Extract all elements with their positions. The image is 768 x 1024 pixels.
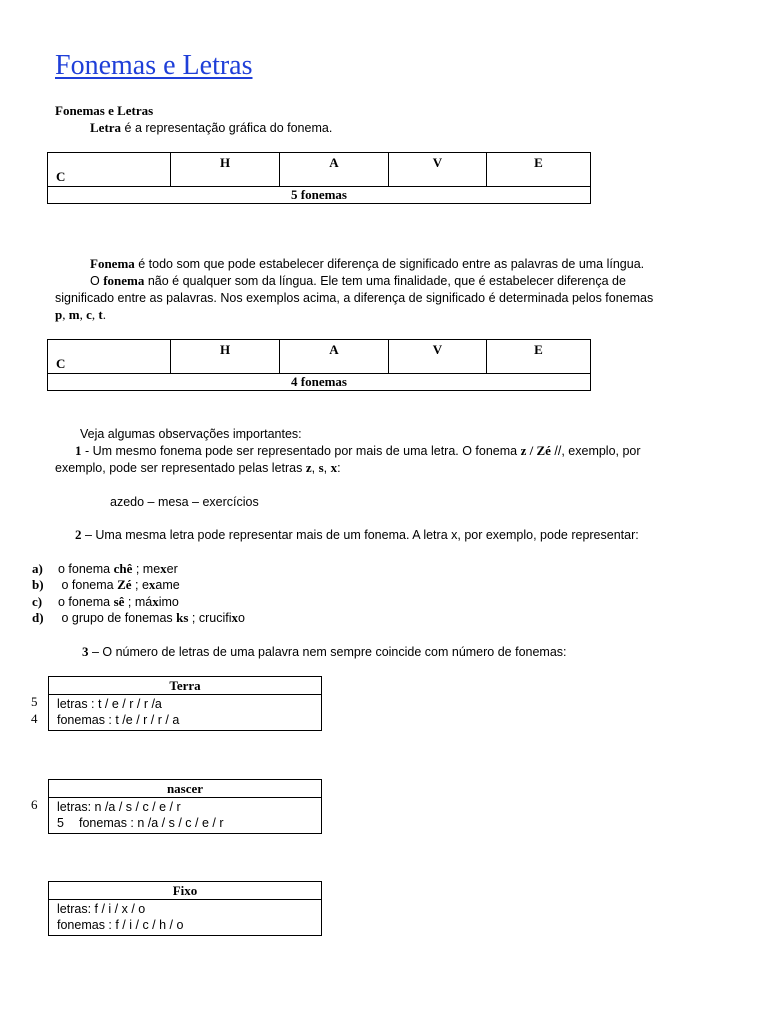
letters-table-1 <box>47 152 591 204</box>
cell-letter: A <box>280 340 389 374</box>
list-item: b) o fonema Zé ; exame <box>32 577 180 592</box>
word-table-terra <box>48 676 322 731</box>
term-letra: Letra <box>90 120 122 135</box>
word-table-nascer <box>48 779 322 834</box>
para2-line3: p, m, c, t. <box>55 307 106 322</box>
para2-line2: significado entre as palavras. Nos exemplos acima, a diferença de significado é determinada pelos fonemas <box>55 291 654 305</box>
cell-letter: H <box>171 153 280 187</box>
list-item: d) o grupo de fonemas ks ; crucifixo <box>32 610 245 625</box>
intro-line: Letra é a representação gráfica do fonema. <box>90 120 333 135</box>
obs1-line2: exemplo, pode ser representado pelas letras z, s, x: <box>55 460 341 475</box>
word-heading: Fixo <box>49 882 322 900</box>
cell-letter: C <box>48 153 171 187</box>
cell-letter: E <box>487 153 591 187</box>
obs2-text: 2 – Uma mesma letra pode representar mais de um fonema. A letra x, por exemplo, pode representar: <box>75 527 639 542</box>
letters-table-2 <box>47 339 591 391</box>
list-item: a) o fonema chê ; mexer <box>32 561 178 576</box>
word-rows: letras: f / i / x / o fonemas : f / i / c / h / o <box>49 900 322 936</box>
cell-letter: H <box>171 340 280 374</box>
cell-letter: E <box>487 340 591 374</box>
page-title: Fonemas e Letras <box>55 50 253 81</box>
cell-letter: V <box>389 153 487 187</box>
obs1-example: azedo – mesa – exercícios <box>110 495 259 509</box>
word-heading: nascer <box>49 780 322 798</box>
list-item: c) o fonema sê ; máximo <box>32 594 179 609</box>
section-heading: Fonemas e Letras <box>55 103 154 118</box>
count-label: 6 <box>31 797 38 812</box>
para2-line1: O fonema não é qualquer som da língua. Ele tem uma finalidade, que é estabelecer diferença de <box>90 273 626 288</box>
word-table-fixo <box>48 881 322 936</box>
obs3-text: 3 – O número de letras de uma palavra nem sempre coincide com número de fonemas: <box>82 644 567 659</box>
cell-letter: A <box>280 153 389 187</box>
cell-letter: C <box>48 340 171 374</box>
count-label: 5 <box>31 694 38 709</box>
table-footer: 5 fonemas <box>48 187 591 204</box>
table-footer: 4 fonemas <box>48 374 591 391</box>
word-heading: Terra <box>49 677 322 695</box>
obs1-line1: 1 - Um mesmo fonema pode ser representado por mais de uma letra. O fonema z / Zé //, exemplo, por <box>75 443 641 458</box>
word-rows: letras : t / e / r / r /a fonemas : t /e / r / r / a <box>49 695 322 731</box>
cell-letter: V <box>389 340 487 374</box>
observations-intro: Veja algumas observações importantes: <box>80 427 302 441</box>
count-label: 4 <box>31 711 38 726</box>
fonema-definition: Fonema é todo som que pode estabelecer diferença de significado entre as palavras de uma língua. <box>90 256 645 271</box>
word-rows: letras: n /a / s / c / e / r 5 fonemas : n /a / s / c / e / r <box>49 798 322 834</box>
